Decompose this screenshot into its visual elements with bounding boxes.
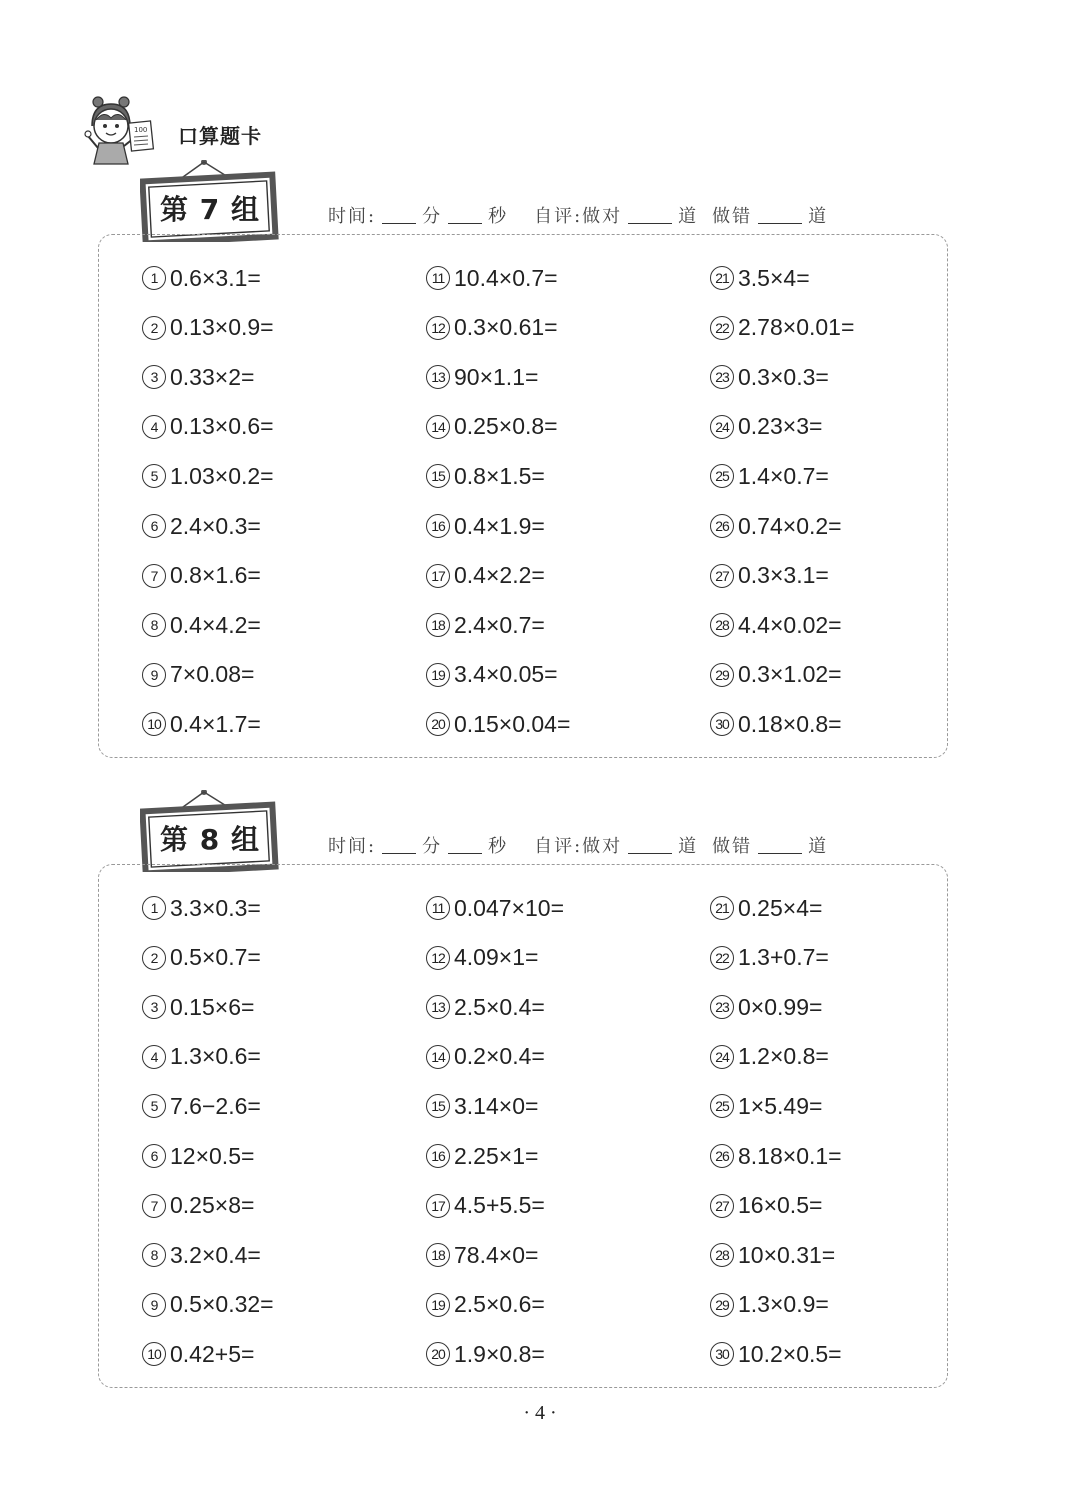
problem-expression: 0.4×1.9= [454,512,545,539]
problem-item [710,893,822,923]
problem-expression: 0.4×1.7= [170,710,261,737]
problem-expression: 3.5×4= [738,264,810,291]
problem-item [426,893,564,923]
problem-expression: 1.03×0.2= [170,462,274,489]
problem-expression: 90×1.1= [454,363,539,390]
problem-item [710,1042,829,1072]
problem-item [710,362,829,392]
problem-expression: 0.13×0.9= [170,314,274,341]
problem-expression: 1.9×0.8= [454,1340,545,1367]
problem-item [426,1339,545,1369]
problem-number: 4 [142,415,166,439]
problem-expression: 0.8×1.5= [454,462,545,489]
problem-number: 15 [426,1094,450,1118]
problem-number: 25 [710,464,734,488]
time-label: 时间: [328,836,377,857]
problem-expression: 0.15×6= [170,993,255,1020]
seconds-blank[interactable] [448,207,482,224]
svg-text:100: 100 [134,126,148,134]
problem-expression: 12×0.5= [170,1142,255,1169]
problem-item [710,561,829,591]
self-eval-line [328,832,828,858]
problem-number: 11 [426,896,450,920]
problem-number: 2 [142,316,166,340]
problem-item [426,1042,545,1072]
problem-item [142,1141,254,1171]
problem-item [426,660,558,690]
problem-item [142,362,254,392]
problem-expression: 2.5×0.6= [454,1291,545,1318]
problem-item [426,561,545,591]
problem-number: 14 [426,1045,450,1069]
problem-item [142,511,261,541]
problem-number: 1 [142,266,166,290]
problem-number: 9 [142,663,166,687]
problem-expression: 4.4×0.02= [738,611,842,638]
problem-number: 17 [426,564,450,588]
problem-expression: 16×0.5= [738,1192,823,1219]
problem-expression: 1.3×0.6= [170,1043,261,1070]
problem-expression: 0.25×4= [738,894,823,921]
problem-number: 27 [710,564,734,588]
correct-blank[interactable] [628,837,672,854]
problem-item [142,610,261,640]
problem-expression: 3.3×0.3= [170,894,261,921]
problem-number: 6 [142,514,166,538]
problem-number: 5 [142,464,166,488]
problem-expression: 1.2×0.8= [738,1043,829,1070]
problem-expression: 0.74×0.2= [738,512,842,539]
problem-number: 24 [710,415,734,439]
mascot-illustration [84,96,162,168]
problem-number: 15 [426,464,450,488]
problem-item [142,943,261,973]
problem-item [710,1091,822,1121]
seconds-label: 秒 [488,836,509,857]
problem-item [142,992,254,1022]
wrong-label: 做错 [712,206,753,227]
problem-number: 10 [142,1342,166,1366]
problem-item [426,313,558,343]
problem-number: 2 [142,946,166,970]
problem-number: 1 [142,896,166,920]
correct-label: 自评:做对 [534,836,623,857]
problem-item [710,1240,835,1270]
problem-expression: 2.4×0.7= [454,611,545,638]
problem-expression: 1.3×0.9= [738,1291,829,1318]
problem-item [142,1240,261,1270]
problem-number: 3 [142,365,166,389]
correct-label: 自评:做对 [534,206,623,227]
problem-item [426,1191,545,1221]
problem-item [426,1091,538,1121]
problem-expression: 1.4×0.7= [738,462,829,489]
problem-number: 19 [426,1293,450,1317]
problem-expression: 0.15×0.04= [454,710,571,737]
problem-expression: 0.3×3.1= [738,562,829,589]
problem-expression: 8.18×0.1= [738,1142,842,1169]
problem-number: 25 [710,1094,734,1118]
problem-expression: 10.2×0.5= [738,1340,842,1367]
problem-number: 21 [710,266,734,290]
problem-expression: 0.047×10= [454,894,565,921]
problem-number: 18 [426,1243,450,1267]
minutes-blank[interactable] [382,207,416,224]
page-number: · 4 · [523,1402,557,1424]
group-7-section [0,160,1080,770]
problem-item [142,660,254,690]
problem-expression: 1×5.49= [738,1092,823,1119]
problem-item [426,263,558,293]
problem-item [710,1290,829,1320]
problem-number: 19 [426,663,450,687]
problem-number: 4 [142,1045,166,1069]
wrong-blank[interactable] [758,837,802,854]
unit-label: 道 [808,206,829,227]
card-title: 口算题卡 [178,124,262,148]
problem-item [426,511,545,541]
problem-expression: 0.3×0.61= [454,314,558,341]
problem-expression: 1.3+0.7= [738,944,829,971]
problem-item [426,1141,538,1171]
group-sign [140,160,280,242]
problem-item [710,1141,842,1171]
problem-expression: 0.5×0.32= [170,1291,274,1318]
problem-number: 7 [142,564,166,588]
problem-expression: 2.25×1= [454,1142,539,1169]
minutes-label: 分 [422,836,443,857]
problem-item [426,943,538,973]
problem-number: 21 [710,896,734,920]
problem-number: 16 [426,514,450,538]
problem-item [142,709,261,739]
problem-item [426,1290,545,1320]
problem-number: 20 [426,712,450,736]
problem-number: 23 [710,995,734,1019]
problem-number: 20 [426,1342,450,1366]
wrong-blank[interactable] [758,207,802,224]
problem-expression: 78.4×0= [454,1241,539,1268]
problem-number: 28 [710,1243,734,1267]
problem-item [710,1339,842,1369]
time-label: 时间: [328,206,377,227]
problem-item [710,1191,822,1221]
problem-item [142,412,274,442]
problem-expression: 10.4×0.7= [454,264,558,291]
problem-expression: 0.4×2.2= [454,562,545,589]
problem-item [142,263,261,293]
problem-expression: 3.14×0= [454,1092,539,1119]
problem-expression: 0.18×0.8= [738,710,842,737]
problem-item [426,412,558,442]
problem-number: 24 [710,1045,734,1069]
group-8-section [0,790,1080,1400]
problem-number: 7 [142,1194,166,1218]
problem-item [710,660,842,690]
problem-item [426,461,545,491]
problem-expression: 0.8×1.6= [170,562,261,589]
problem-item [142,1091,261,1121]
problem-number: 26 [710,1144,734,1168]
problem-number: 12 [426,946,450,970]
seconds-label: 秒 [488,206,509,227]
problem-item [142,1290,274,1320]
problem-number: 9 [142,1293,166,1317]
problem-number: 3 [142,995,166,1019]
problem-item [142,1042,261,1072]
problem-number: 22 [710,946,734,970]
problem-item [426,709,570,739]
unit-label: 道 [808,836,829,857]
correct-blank[interactable] [628,207,672,224]
wrong-label: 做错 [712,836,753,857]
problem-item [426,610,545,640]
problem-item [710,943,829,973]
problem-expression: 0.3×0.3= [738,363,829,390]
problem-expression: 4.09×1= [454,944,539,971]
problem-item [710,461,829,491]
problem-item [426,992,545,1022]
problem-expression: 0.42+5= [170,1340,255,1367]
problem-expression: 0.25×8= [170,1192,255,1219]
problem-expression: 7.6−2.6= [170,1092,261,1119]
problem-item [142,461,274,491]
unit-label: 道 [678,836,699,857]
problem-expression: 0.2×0.4= [454,1043,545,1070]
minutes-label: 分 [422,206,443,227]
problem-number: 22 [710,316,734,340]
problem-number: 23 [710,365,734,389]
problem-item [142,1191,254,1221]
group-sign [140,790,280,872]
problem-item [710,313,854,343]
problem-expression: 0.4×4.2= [170,611,261,638]
problem-number: 27 [710,1194,734,1218]
problem-expression: 2.4×0.3= [170,512,261,539]
unit-label: 道 [678,206,699,227]
problem-expression: 2.78×0.01= [738,314,855,341]
problem-item [142,893,261,923]
problem-number: 8 [142,1243,166,1267]
problem-number: 28 [710,613,734,637]
problem-expression: 0.6×3.1= [170,264,261,291]
problem-number: 29 [710,663,734,687]
problem-expression: 2.5×0.4= [454,993,545,1020]
problem-expression: 0.23×3= [738,413,823,440]
problem-expression: 10×0.31= [738,1241,836,1268]
problem-item [426,1240,538,1270]
problem-expression: 0.33×2= [170,363,255,390]
problem-item [142,313,274,343]
problem-item [142,1339,254,1369]
problem-item [142,561,261,591]
group-title: 第 7 组 [160,193,260,226]
problem-item [710,511,842,541]
problem-number: 26 [710,514,734,538]
problem-expression: 0.3×1.02= [738,661,842,688]
problem-expression: 0×0.99= [738,993,823,1020]
problem-number: 18 [426,613,450,637]
problem-item [426,362,538,392]
problem-number: 5 [142,1094,166,1118]
problem-number: 8 [142,613,166,637]
group-title: 第 8 组 [160,823,260,856]
problem-expression: 0.5×0.7= [170,944,261,971]
problem-number: 6 [142,1144,166,1168]
problem-item [710,263,810,293]
problem-expression: 3.4×0.05= [454,661,558,688]
problem-item [710,992,822,1022]
minutes-blank[interactable] [382,837,416,854]
problem-number: 11 [426,266,450,290]
problem-item [710,610,842,640]
seconds-blank[interactable] [448,837,482,854]
problem-number: 16 [426,1144,450,1168]
problem-number: 10 [142,712,166,736]
problem-number: 13 [426,365,450,389]
problem-number: 29 [710,1293,734,1317]
problem-expression: 0.13×0.6= [170,413,274,440]
problem-expression: 3.2×0.4= [170,1241,261,1268]
problem-expression: 0.25×0.8= [454,413,558,440]
problem-item [710,412,822,442]
problem-number: 17 [426,1194,450,1218]
problem-expression: 7×0.08= [170,661,255,688]
self-eval-line [328,202,828,228]
problem-number: 30 [710,712,734,736]
problem-item [710,709,842,739]
problem-number: 14 [426,415,450,439]
problem-number: 12 [426,316,450,340]
problem-number: 30 [710,1342,734,1366]
problem-expression: 4.5+5.5= [454,1192,545,1219]
problem-number: 13 [426,995,450,1019]
